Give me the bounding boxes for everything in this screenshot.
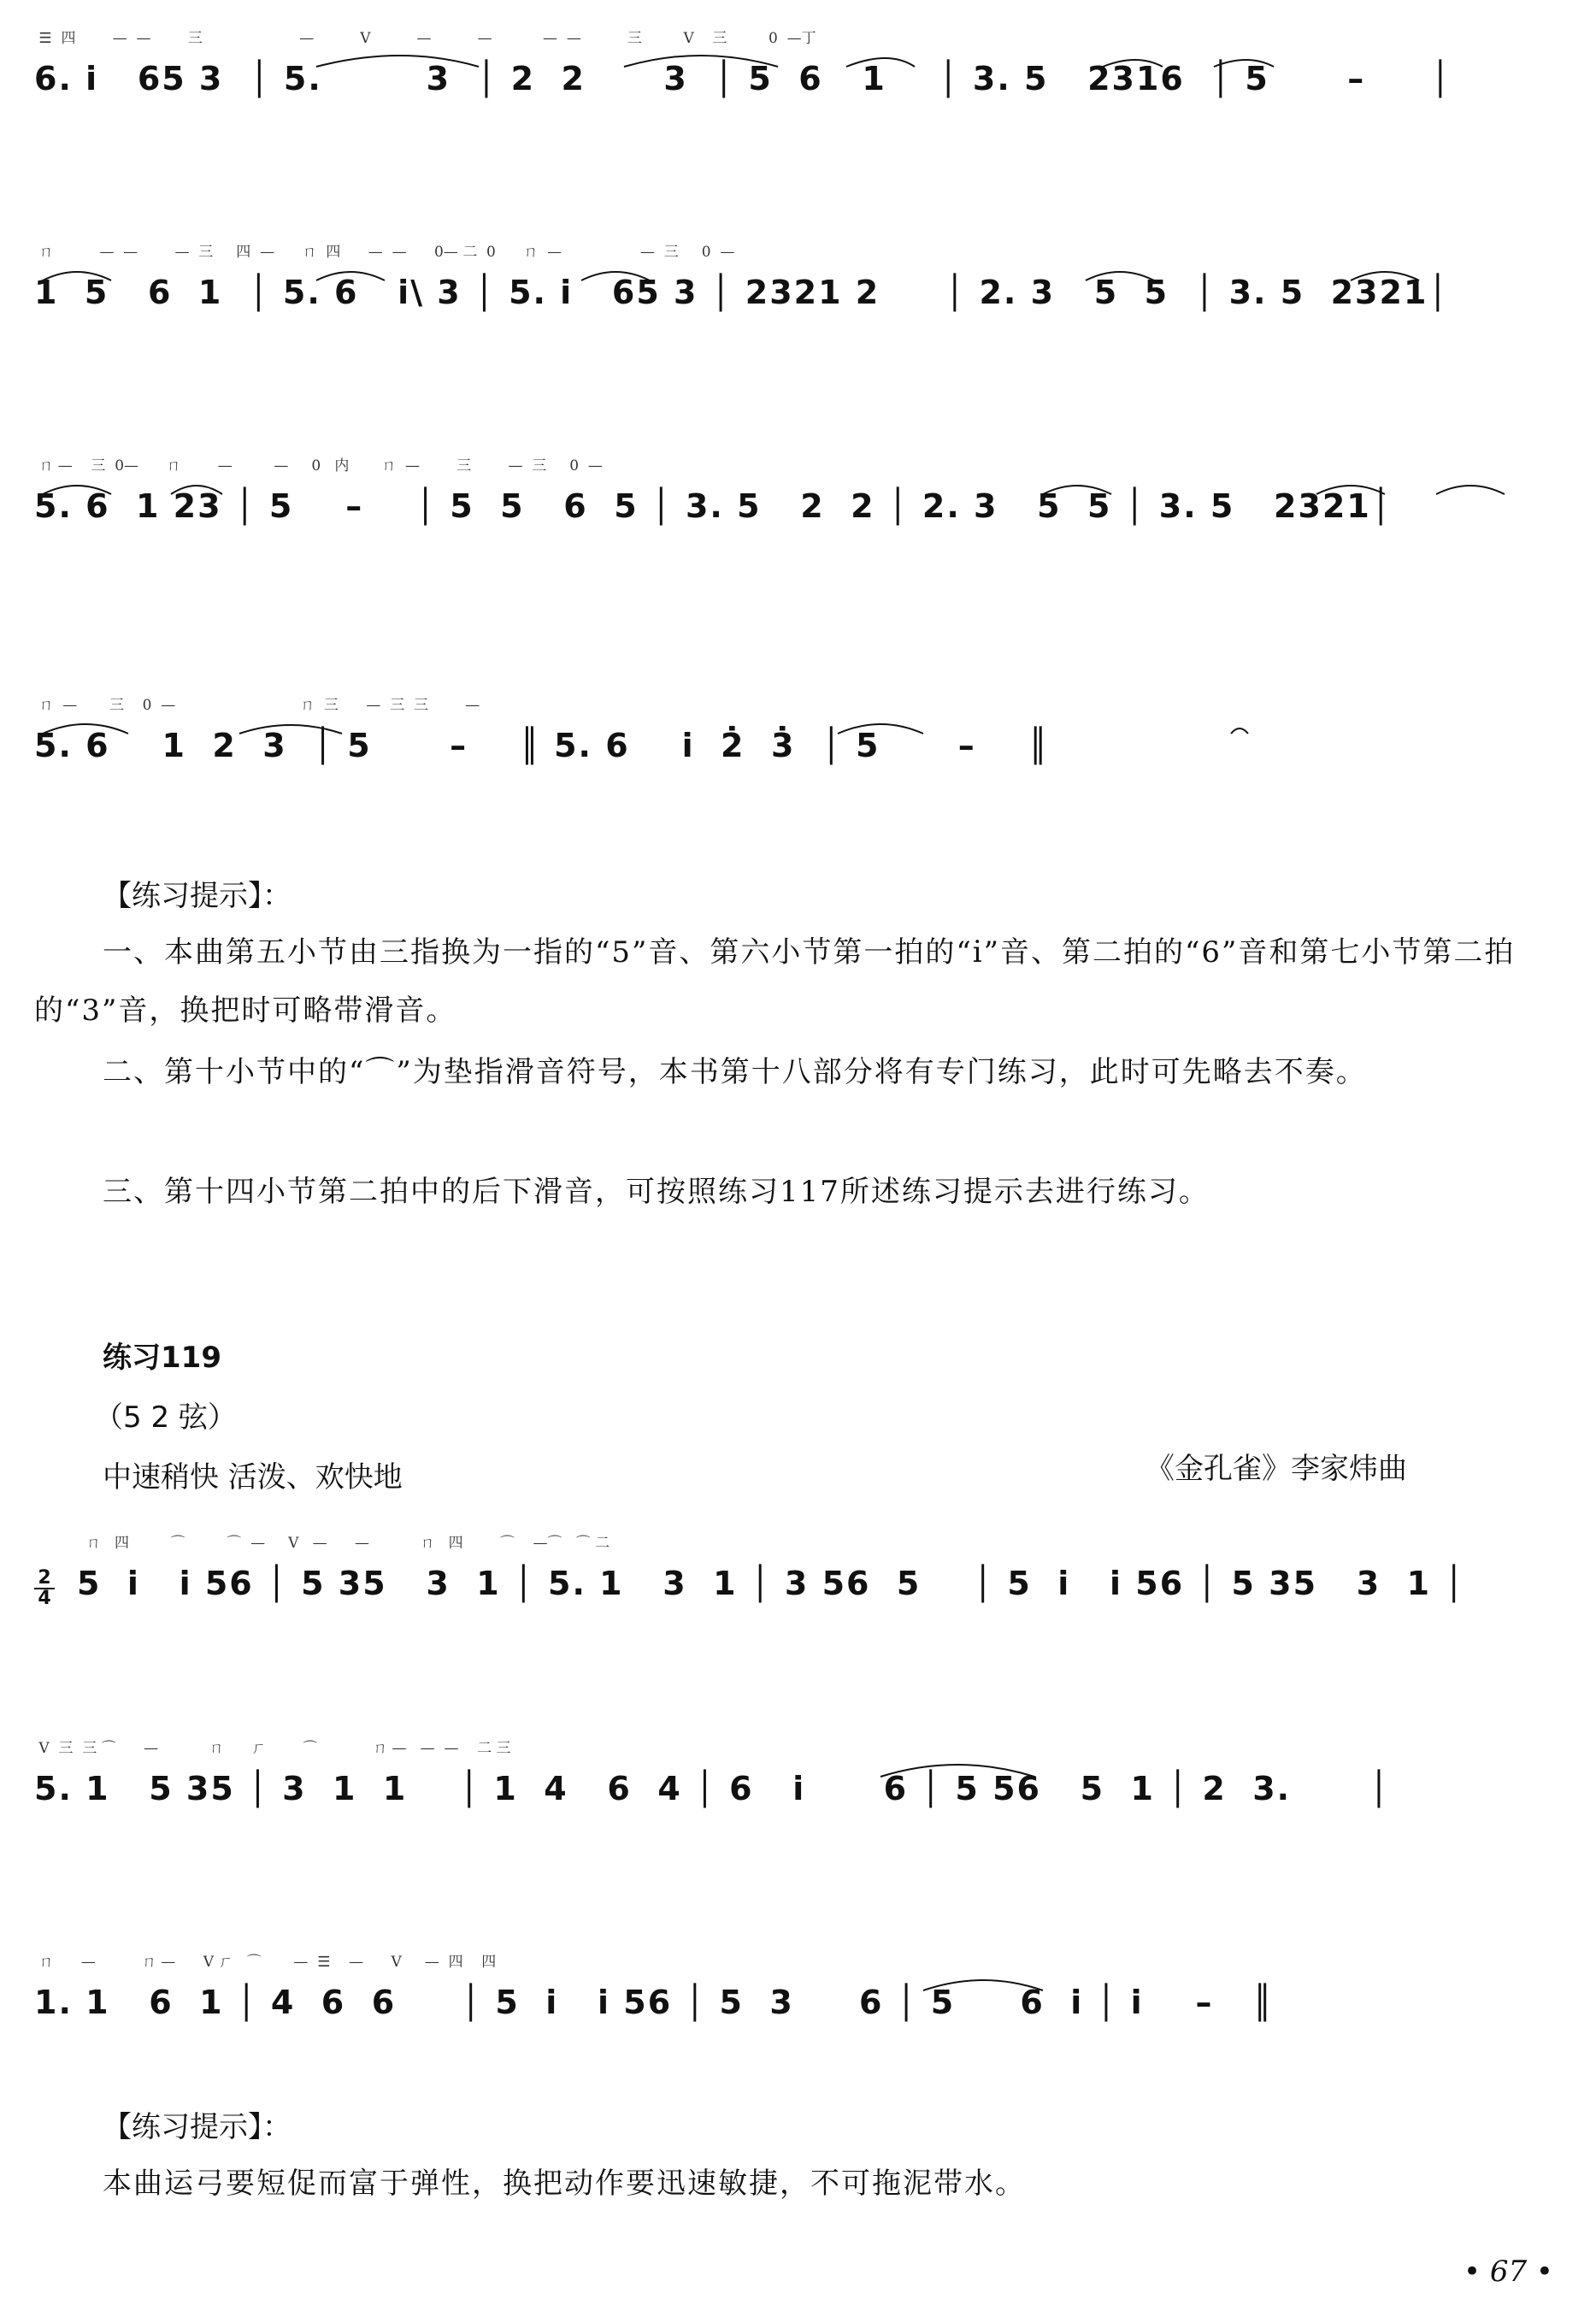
- jianpu-notes: 1 5 6 1 │ 5. 6 i̇\ 3 │ 5. i̇ 65 3 │ 2321 2 │ 2. 3 5 5 │ 3. 5 2321│: [34, 274, 1450, 311]
- fingering-marks: ㄇ 四 ⌒ ⌒ — V — — ㄇ 四 ⌒ —⌒ ⌒ 二: [77, 1535, 610, 1552]
- fingering-marks: ㄇ — 三 0— ㄇ — — 0 内 ㄇ — 三 — 三 0 —: [34, 457, 603, 475]
- tips-text: 二、第十小节中的“⌒”为垫指滑音符号，本书第十八部分将有专门练习，此时可先略去不奏。: [103, 1055, 1367, 1089]
- fingering-marks: ㄇ — ㄇ — V ㄏ ⌒ — ☰ — V — 四 四: [34, 1954, 497, 1971]
- tips-paragraph-2: [34, 1043, 1564, 1101]
- score-row-1: [77, 1530, 1596, 1624]
- jianpu-notes: 1. 1 6 1 │ 4 6 6 │ 5 i̇ i̇ 56 │ 5 3 6 │ 5 6 i̇ │ i̇ – ║: [34, 1984, 1275, 2021]
- score-row-1: [34, 26, 1564, 120]
- fingering-marks: ☰ 四 — — 三 — V — — — — 三 V 三 0 —丁: [34, 30, 816, 47]
- score-row-2: [34, 1736, 1564, 1830]
- jianpu-notes: 5. 6 1 23 │ 5 – │ 5 5 6 5 │ 3. 5 2 2 │ 2. 3 5 5 │ 3. 5 2321│: [34, 487, 1393, 525]
- tips-text: 本曲运弓要短促而富于弹性，换把动作要迅速敏捷，不可拖泥带水。: [103, 2167, 1026, 2201]
- tips-paragraph-3: [34, 1163, 1564, 1221]
- string-tuning: （5 2 弦）: [94, 1400, 237, 1435]
- score-row-3: [34, 453, 1564, 547]
- score-row-2: [34, 239, 1564, 333]
- tips-text: 三、第十四小节第二拍中的后下滑音，可按照练习117所述练习提示去进行练习。: [103, 1175, 1210, 1209]
- tips-heading: 【练习提示】：: [103, 2110, 292, 2144]
- tips-paragraph-1: [34, 923, 1564, 1040]
- page-number: • 67 •: [1463, 2255, 1553, 2289]
- fingering-marks: V 三 三 ⌒ — ㄇ ㄏ ⌒ ㄇ — — — 二 三: [34, 1740, 511, 1757]
- jianpu-notes: 5. 6 1 2 3 │ 5 – ║ 5. 6 i̇ 2̇ 3̇ │ 5 – ║: [34, 727, 1050, 764]
- time-signature-top: 2: [38, 1567, 51, 1589]
- jianpu-notes: 6. i̇ 65 3 │ 5. 3 │ 2 2 3 │ 5 6 1 │ 3. 5 2316 │ 5 – │: [34, 60, 1452, 97]
- fingering-marks: ㄇ — — — 三 四 — ㄇ 四 — — 0— 二 0 ㄇ — — 三 0 —: [34, 244, 735, 261]
- score-row-3: [34, 1949, 1564, 2043]
- tips-paragraph-1: [103, 2155, 1556, 2213]
- time-signature-bottom: 4: [38, 1588, 51, 1609]
- exercise-title: 练习119: [103, 1341, 221, 1375]
- jianpu-notes: 5. 1 5 35 │ 3 1 1 │ 1 4 6 4 │ 6 i̇ 6 │ 5 56 5 1 │ 2 3. │: [34, 1770, 1391, 1807]
- tips-text: 一、本曲第五小节由三指换为一指的“5”音、第六小节第一拍的“i̇”音、第二拍的“6”音和第七小节第二拍的“3”音，换把时可略带滑音。: [34, 935, 1516, 1028]
- jianpu-notes: 5 i̇ i̇ 56 │ 5 35 3 1 │ 5. 1 3 1 │ 3 56 5 │ 5 i̇ i̇ 56 │ 5 35 3 1 │: [77, 1565, 1466, 1602]
- piece-source: 《金孔雀》李家炜曲: [1145, 1452, 1407, 1486]
- fingering-marks: ㄇ — 三 0 — ㄇ 三 — 三 三 —: [34, 697, 480, 714]
- tempo-marking: 中速稍快 活泼、欢快地: [103, 1460, 403, 1495]
- tips-heading: 【练习提示】：: [103, 879, 292, 913]
- score-row-4: [34, 693, 1564, 787]
- time-signature: [34, 1569, 55, 1608]
